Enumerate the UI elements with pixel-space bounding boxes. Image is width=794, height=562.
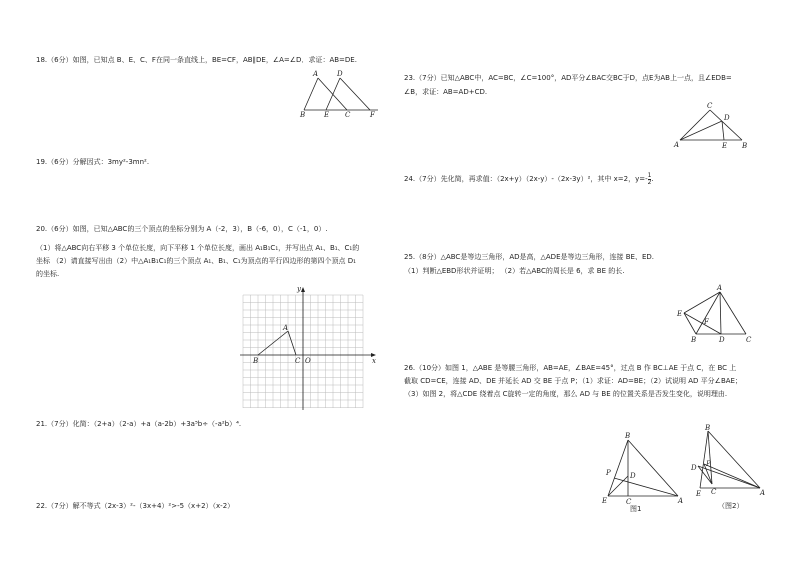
question-19-text: 19.（6分）分解因式：3my²-3mn². <box>36 158 150 166</box>
question-20-line4: 的坐标. <box>36 270 60 278</box>
question-20 <box>36 223 328 235</box>
label-A: A <box>717 284 723 292</box>
label-P: P <box>706 460 711 468</box>
label-E: E <box>696 490 702 498</box>
label-A: A <box>674 141 680 149</box>
label-B: B <box>705 424 711 432</box>
label-D: D <box>337 70 343 78</box>
question-25-line2: （1）判断△EBD形状并证明； （2）若△ABC的周长是 6，求 BE 的长. <box>404 267 625 275</box>
label-C: C <box>295 357 301 365</box>
label-C: C <box>746 336 752 344</box>
question-21 <box>36 418 241 430</box>
question-21-text: 21.（7分）化简：（2+a）（2-a）+a（a-2b）+3a⁵b÷（-a²b）⁴. <box>36 420 242 428</box>
question-23-line2: ∠B，求证：AB=AD+CD. <box>404 88 488 96</box>
label-x: x <box>372 357 376 365</box>
question-22-text: 22.（7分）解不等式（2x-3）²-（3x+4）²>-5（x+2）（x-2） <box>36 502 235 510</box>
label-y: y <box>297 285 301 293</box>
label-E: E <box>677 310 683 318</box>
question-20-line1: 20.（6分）如图，已知△ABC的三个顶点的坐标分别为 A（-2，3），B（-6，0），C（-1，0）. <box>36 225 328 233</box>
question-23 <box>404 71 732 99</box>
label-B: B <box>625 432 631 440</box>
coordinate-grid-q20 <box>240 287 380 412</box>
label-A: A <box>760 489 766 497</box>
question-18-text: 18.（6分）如图，已知点 B、E、C、F在同一条直线上，BE=CF，AB∥DE，∠A=∠D．求证：AB=DE. <box>36 56 357 64</box>
label-O: O <box>305 357 311 365</box>
label-D: D <box>719 336 725 344</box>
question-22 <box>36 500 234 512</box>
question-24: 24.（7分）先化简，再求值：（2x+y）（2x-y）-（2x-3y）²，其中 x=2，y=- $\frac{1}{2}$ . <box>404 171 654 186</box>
label-D: D <box>724 114 730 122</box>
question-26-line3: （3）如图 2，将△CDE 绕着点 C旋转一定的角度，那么 AD 与 BE 的位置关系是否发生变化，说明理由. <box>404 390 728 398</box>
label-A: A <box>313 70 319 78</box>
question-18 <box>36 54 357 66</box>
fraction-one-half: $\frac{1}{2}$ <box>647 171 652 186</box>
label-C: C <box>711 488 717 496</box>
label-A: A <box>283 324 289 332</box>
question-20-part <box>36 242 359 281</box>
question-20-line2: （1）将△ABC向右平移 3 个单位长度，向下平移 1 个单位长度，画出 A₁B₁C₁，并写出点 A₁、B₁、C₁的 <box>36 244 360 252</box>
figure-1-caption: 图1 <box>630 505 642 513</box>
label-B: B <box>300 111 306 119</box>
label-E: E <box>722 142 728 150</box>
label-E: E <box>602 497 608 505</box>
figure-q26-fig2 <box>686 426 770 502</box>
label-C: C <box>707 102 713 110</box>
label-C: C <box>626 498 632 506</box>
question-26 <box>404 362 742 401</box>
label-P: P <box>606 469 611 477</box>
question-20-line3: 坐标 （2）请直接写出由（2）中△A₁B₁C₁的三个顶点 A₁、B₁、C₁为顶点的平行四边形的第四个顶点 D₁ <box>36 257 356 265</box>
label-E: E <box>324 111 330 119</box>
label-B: B <box>742 142 748 150</box>
label-C: C <box>345 111 351 119</box>
question-25 <box>404 250 654 278</box>
question-26-line1: 26.（10分）如图 1，△ABE 是等腰三角形，AB=AE，∠BAE=45°，过点 B 作 BC⊥AE 于点 C，在 BC 上 <box>404 364 737 372</box>
label-D: D <box>691 464 697 472</box>
question-19 <box>36 156 149 168</box>
figure-2-caption: （图2） <box>718 502 744 510</box>
question-25-line1: 25.（8分）△ABC是等边三角形，AD是高，△ADE是等边三角形，连接 BE、ED. <box>404 253 654 261</box>
figure-q18 <box>296 70 386 118</box>
label-B: B <box>691 336 697 344</box>
figure-q25 <box>676 284 756 344</box>
question-23-line1: 23.（7分）已知△ABC中，AC=BC，∠C=100°，AD平分∠BAC交BC于D，点E为AB上一点，且∠EDB= <box>404 74 732 82</box>
question-24-text: 24.（7分）先化简，再求值：（2x+y）（2x-y）-（2x-3y）²，其中 x=2，y=- <box>404 175 648 183</box>
label-D: D <box>630 472 636 480</box>
label-B: B <box>253 357 259 365</box>
figure-q26-fig1 <box>600 434 690 516</box>
label-F: F <box>370 111 375 119</box>
question-26-line2: 截取 CD=CE，连接 AD、DE 并延长 AD 交 BE 于点 P；（1）求证：AD=BE；（2）试说明 AD 平分∠BAE； <box>404 377 742 385</box>
figure-q23 <box>672 102 752 152</box>
label-A: A <box>678 497 684 505</box>
label-F: F <box>704 318 709 326</box>
